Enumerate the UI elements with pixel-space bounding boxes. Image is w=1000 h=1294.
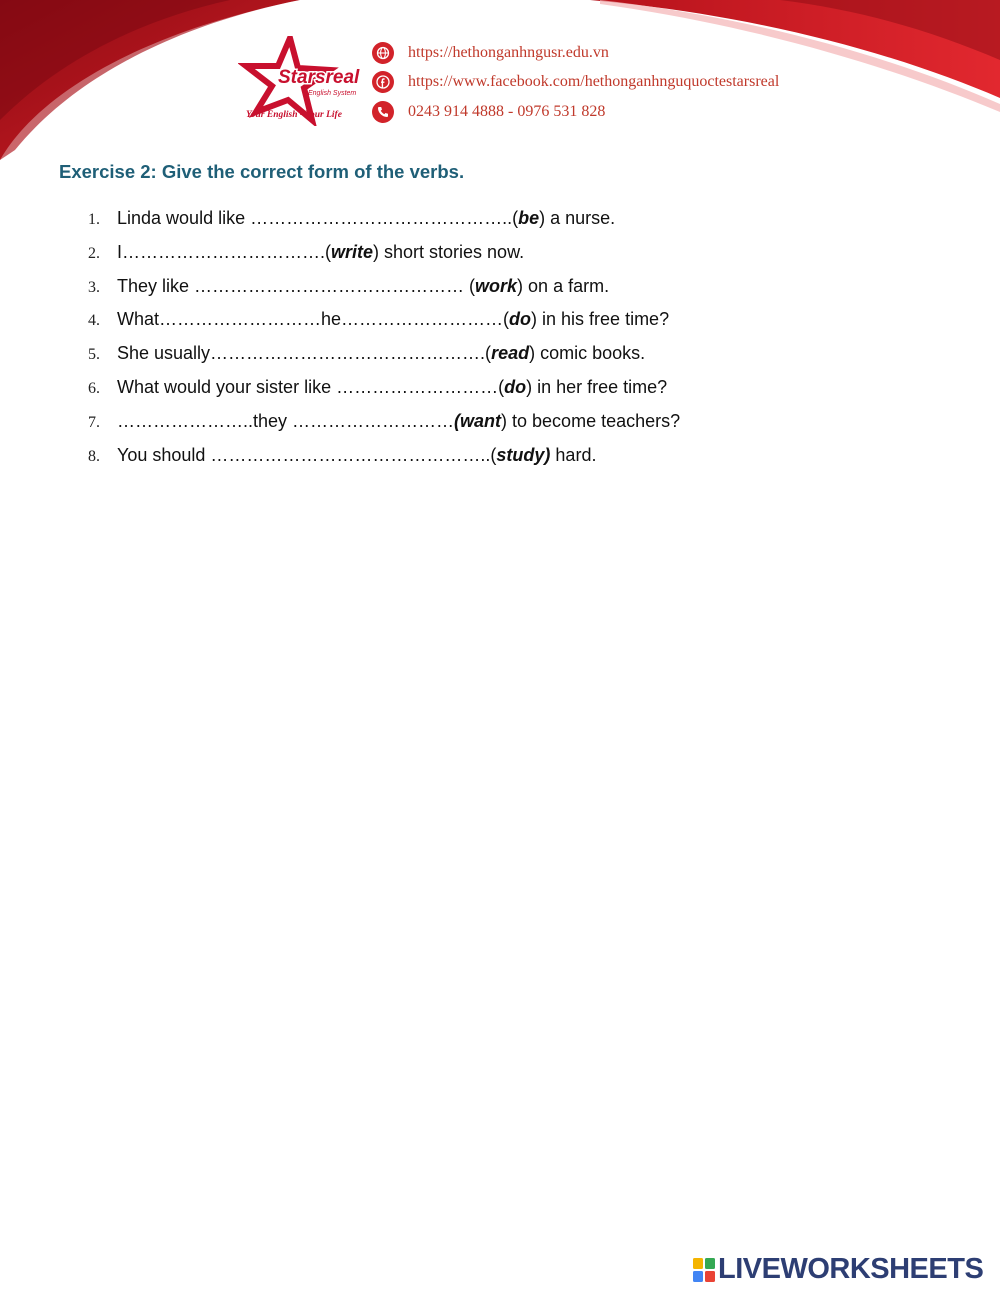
contact-phone[interactable] (372, 97, 779, 127)
item-verb: work (475, 275, 518, 296)
item-text-before[interactable]: What would your sister like ………………………( (117, 376, 505, 397)
item-number: 1. (88, 211, 100, 228)
item-text-before[interactable]: She usually……………………………………….( (117, 343, 492, 364)
exercise-item (88, 445, 680, 479)
item-text-after: ) short stories now. (373, 241, 525, 262)
item-verb: do (504, 376, 527, 397)
liveworksheets-logo-icon (693, 1258, 715, 1282)
phone-icon (372, 101, 394, 123)
facebook-link[interactable]: https://www.facebook.com/hethonganhnguquoctestarsreal (408, 73, 780, 91)
item-text-before[interactable]: I…………………………….( (117, 241, 331, 262)
exercise-item (88, 208, 680, 242)
item-number: 7. (88, 413, 100, 431)
item-sentence (117, 309, 669, 330)
item-verb: do (509, 309, 532, 330)
item-number: 3. (88, 278, 100, 296)
item-sentence (117, 242, 524, 263)
item-text-after: hard. (550, 444, 597, 465)
item-sentence (117, 276, 609, 297)
item-text-before[interactable]: They like ……………………………………… ( (117, 275, 476, 296)
item-text-after: ) in his free time? (531, 309, 670, 330)
logo-tagline: Your English - Your Life (246, 110, 342, 120)
item-sentence (117, 411, 680, 432)
exercise-item (88, 309, 680, 343)
item-verb: study) (496, 444, 551, 465)
item-text-after: ) in her free time? (526, 376, 668, 397)
item-text-before[interactable]: …………………..they ……………………… (117, 410, 455, 431)
item-sentence (117, 445, 596, 466)
item-number: 5. (88, 346, 100, 364)
item-text-after: ) a nurse. (539, 208, 616, 228)
item-sentence (117, 343, 645, 364)
item-number: 6. (88, 379, 100, 397)
exercise-item (88, 242, 680, 276)
phone-numbers: 0243 914 4888 - 0976 531 828 (408, 102, 606, 120)
exercise-title: Exercise 2: Give the correct form of the verbs. (59, 161, 465, 182)
item-sentence (117, 377, 667, 398)
facebook-icon (372, 71, 394, 93)
item-number: 8. (88, 447, 100, 465)
exercise-item (88, 276, 680, 310)
item-text-before[interactable]: Linda would like ……………………………………..( (117, 208, 519, 228)
exercise-item (88, 377, 680, 411)
item-text-before[interactable]: What………………………he………………………( (117, 309, 510, 330)
contact-facebook[interactable] (372, 68, 779, 98)
item-number: 2. (88, 244, 100, 262)
item-verb: be (518, 208, 540, 228)
item-number: 4. (88, 312, 100, 330)
item-verb: write (331, 241, 374, 262)
logo-name: Starsreal (278, 67, 360, 88)
item-verb: (want (454, 410, 502, 431)
exercise-item (88, 411, 680, 445)
contact-list (372, 38, 779, 127)
website-link[interactable]: https://hethonganhngusr.edu.vn (408, 43, 609, 61)
liveworksheets-wordmark: LIVEWORKSHEETS (718, 1253, 984, 1285)
liveworksheets-brand[interactable] (693, 1253, 983, 1286)
item-text-after: ) on a farm. (517, 275, 610, 296)
item-text-after: ) comic books. (529, 343, 646, 364)
item-verb: read (491, 343, 530, 364)
exercise-list (88, 208, 680, 478)
contact-website[interactable] (372, 38, 779, 68)
logo-subtitle: English System (308, 90, 357, 97)
exercise-item (88, 343, 680, 377)
item-sentence (117, 208, 615, 229)
item-text-before[interactable]: You should ………………………………………..( (117, 444, 497, 465)
item-text-after: ) to become teachers? (501, 410, 681, 431)
globe-icon (372, 42, 394, 64)
